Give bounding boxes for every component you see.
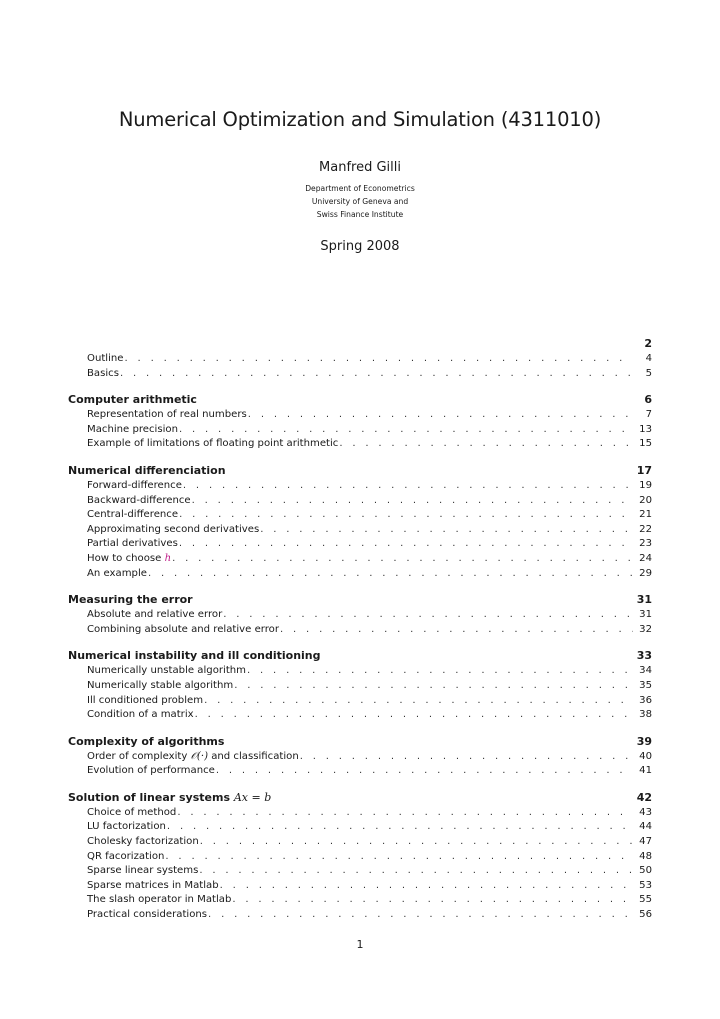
toc-entry[interactable] xyxy=(68,352,652,367)
toc-entry[interactable] xyxy=(68,694,652,709)
toc-entry-label: Representation of real numbers xyxy=(87,409,247,421)
toc-section-title: Measuring the error xyxy=(68,593,193,607)
toc-entry[interactable] xyxy=(68,864,652,879)
toc-entry-label: Ill conditioned problem xyxy=(87,694,204,706)
toc-entry[interactable] xyxy=(68,764,652,779)
toc-dot-leader xyxy=(216,764,633,779)
table-of-contents xyxy=(68,336,652,934)
toc-section-page: 42 xyxy=(636,790,652,804)
toc-entry-label: Forward-difference xyxy=(87,479,182,491)
affiliation-line: Swiss Finance Institute xyxy=(316,210,404,219)
affiliation xyxy=(0,182,720,221)
toc-entry-page: 24 xyxy=(639,552,652,564)
author-name: Manfred Gilli xyxy=(319,160,401,175)
toc-section-page: 31 xyxy=(636,593,652,607)
toc-dot-leader xyxy=(208,908,633,923)
toc-dot-leader xyxy=(232,893,633,908)
toc-entry[interactable] xyxy=(68,908,652,923)
toc-entry-page: 56 xyxy=(639,909,652,921)
math-symbol-big-o: 𝒪(·) xyxy=(190,750,209,762)
toc-entry-label: Sparse linear systems xyxy=(87,865,199,877)
toc-dot-leader xyxy=(120,367,633,382)
toc-entry-label: Approximating second derivatives xyxy=(87,523,260,535)
toc-entry[interactable] xyxy=(68,537,652,552)
toc-entry[interactable] xyxy=(68,367,652,382)
toc-entry[interactable] xyxy=(68,708,652,723)
toc-dot-leader xyxy=(125,352,633,367)
toc-dot-leader xyxy=(195,708,633,723)
toc-entry-page: 50 xyxy=(639,865,652,877)
toc-section-heading[interactable] xyxy=(68,463,652,479)
toc-entry-page: 15 xyxy=(639,438,652,450)
toc-dot-leader xyxy=(179,508,633,523)
toc-entry-page: 55 xyxy=(639,894,652,906)
toc-entry[interactable] xyxy=(68,608,652,623)
toc-entry-label: Basics xyxy=(87,367,119,379)
toc-entry-label: Numerically stable algorithm xyxy=(87,679,234,691)
toc-entry-label: Machine precision xyxy=(87,423,178,435)
toc-entry[interactable] xyxy=(68,423,652,438)
toc-entry-label: Cholesky factorization xyxy=(87,836,199,848)
toc-entry-page: 5 xyxy=(645,367,652,379)
toc-dot-leader xyxy=(200,835,633,850)
toc-entry-page: 53 xyxy=(639,879,652,891)
toc-section-title: Numerical differenciation xyxy=(68,463,226,477)
toc-entry-label: How to choose xyxy=(87,552,162,564)
toc-entry-label: Choice of method xyxy=(87,806,177,818)
toc-entry-page: 20 xyxy=(639,494,652,506)
toc-entry[interactable] xyxy=(68,750,652,765)
toc-entry[interactable] xyxy=(68,494,652,509)
toc-section-page: 6 xyxy=(644,393,652,407)
math-equation: Ax = b xyxy=(233,790,272,804)
toc-entry-page: 22 xyxy=(639,523,652,535)
toc-entry-label: An example xyxy=(87,567,147,579)
toc-dot-leader xyxy=(220,879,633,894)
math-symbol-h: h xyxy=(164,552,172,564)
toc-entry-label-wrap xyxy=(87,750,299,765)
toc-entry-page: 29 xyxy=(639,567,652,579)
toc-entry-page: 43 xyxy=(639,806,652,818)
toc-section-page: 17 xyxy=(636,463,652,477)
toc-entry-page: 38 xyxy=(639,709,652,721)
toc-entry-label: Order of complexity xyxy=(87,750,191,762)
toc-dot-leader xyxy=(167,820,633,835)
toc-entry-label: Partial derivatives xyxy=(87,538,178,550)
toc-entry-label: Combining absolute and relative error xyxy=(87,623,280,635)
toc-dot-leader xyxy=(260,523,633,538)
toc-section-title-wrap xyxy=(68,790,271,806)
toc-entry-label: Example of limitations of floating point arithmetic xyxy=(87,438,339,450)
toc-section-instability xyxy=(68,648,652,722)
toc-entry[interactable] xyxy=(68,850,652,865)
toc-section-title: Complexity of algorithms xyxy=(68,734,225,748)
toc-dot-leader xyxy=(247,664,633,679)
toc-entry-label: Condition of a matrix xyxy=(87,709,194,721)
toc-entry[interactable] xyxy=(68,479,652,494)
toc-entry[interactable] xyxy=(68,820,652,835)
toc-entry-page: 40 xyxy=(639,750,652,762)
document-title: Numerical Optimization and Simulation (4311010) xyxy=(118,108,602,131)
toc-section-heading[interactable] xyxy=(68,592,652,608)
toc-entry-label: QR facorization xyxy=(87,850,165,862)
toc-entry-label: Outline xyxy=(87,353,124,364)
toc-entry-page: 21 xyxy=(639,509,652,521)
toc-entry[interactable] xyxy=(68,408,652,423)
toc-section-numerical-differenciation xyxy=(68,463,652,581)
toc-entry-page: 36 xyxy=(639,694,652,706)
toc-entry[interactable] xyxy=(68,437,652,452)
toc-entry[interactable] xyxy=(68,679,652,694)
toc-entry-label: Absolute and relative error xyxy=(87,609,223,621)
title-block xyxy=(0,108,720,254)
toc-entry-page: 4 xyxy=(645,353,652,364)
toc-dot-leader xyxy=(179,423,633,438)
page-number: 1 xyxy=(356,938,364,951)
toc-section-complexity xyxy=(68,734,652,779)
toc-entry-page: 41 xyxy=(639,765,652,777)
toc-section-intro xyxy=(68,336,652,381)
toc-entry-label: The slash operator in Matlab xyxy=(87,894,232,906)
toc-entry[interactable] xyxy=(68,523,652,538)
toc-entry-page: 44 xyxy=(639,821,652,833)
toc-entry-label: Numerically unstable algorithm xyxy=(87,665,247,677)
toc-entry[interactable] xyxy=(68,623,652,638)
toc-section-computer-arithmetic xyxy=(68,392,652,452)
toc-section-page: 2 xyxy=(644,337,652,350)
document-date: Spring 2008 xyxy=(320,239,400,254)
toc-entry[interactable] xyxy=(68,835,652,850)
toc-dot-leader xyxy=(192,494,633,509)
toc-dot-leader xyxy=(177,806,633,821)
toc-dot-leader xyxy=(199,864,633,879)
toc-section-linear-systems xyxy=(68,790,652,923)
toc-section-page: 33 xyxy=(636,649,652,663)
toc-entry[interactable] xyxy=(68,664,652,679)
toc-entry-page: 32 xyxy=(639,623,652,635)
toc-section-title: Numerical instability and ill conditioning xyxy=(68,649,321,663)
toc-dot-leader xyxy=(148,567,633,582)
toc-section-heading[interactable] xyxy=(68,734,652,750)
toc-dot-leader xyxy=(165,850,633,865)
toc-section-title: Computer arithmetic xyxy=(68,393,197,407)
toc-section-heading[interactable] xyxy=(68,648,652,664)
toc-section-heading[interactable] xyxy=(68,392,652,408)
toc-dot-leader xyxy=(172,552,633,567)
toc-entry[interactable] xyxy=(68,893,652,908)
toc-entry-page: 7 xyxy=(645,409,652,421)
toc-entry[interactable] xyxy=(68,567,652,582)
toc-entry-page: 34 xyxy=(639,665,652,677)
toc-entry-page: 48 xyxy=(639,850,652,862)
toc-entry-page: 35 xyxy=(639,679,652,691)
toc-entry[interactable] xyxy=(68,879,652,894)
toc-entry-page: 47 xyxy=(639,836,652,848)
affiliation-line: Department of Econometrics xyxy=(305,184,415,193)
toc-dot-leader xyxy=(234,679,633,694)
toc-dot-leader xyxy=(280,623,633,638)
toc-entry-page: 23 xyxy=(639,538,652,550)
toc-dot-leader xyxy=(179,537,633,552)
toc-section-page: 39 xyxy=(636,734,652,748)
toc-entry-label: Practical considerations xyxy=(87,909,208,921)
toc-entry-label: Sparse matrices in Matlab xyxy=(87,879,219,891)
affiliation-line: University of Geneva and xyxy=(311,197,409,206)
toc-entry-label: Evolution of performance xyxy=(87,765,215,777)
toc-entry[interactable] xyxy=(68,806,652,821)
toc-entry-label: Backward-difference xyxy=(87,494,191,506)
toc-section-heading[interactable] xyxy=(68,336,652,352)
toc-section-measuring-error xyxy=(68,592,652,637)
toc-entry-label: LU factorization xyxy=(87,821,166,833)
toc-entry-page: 13 xyxy=(639,423,652,435)
toc-entry[interactable] xyxy=(68,552,652,567)
toc-entry[interactable] xyxy=(68,508,652,523)
toc-entry-page: 19 xyxy=(639,479,652,491)
toc-entry-label-wrap xyxy=(87,552,171,567)
toc-entry-label: Central-difference xyxy=(87,509,179,521)
toc-dot-leader xyxy=(183,479,633,494)
toc-dot-leader xyxy=(300,750,633,765)
toc-dot-leader xyxy=(223,608,633,623)
toc-section-heading[interactable] xyxy=(68,790,652,806)
toc-entry-label: and classification xyxy=(208,750,299,762)
toc-dot-leader xyxy=(204,694,633,709)
toc-entry-page: 31 xyxy=(639,609,652,621)
toc-dot-leader xyxy=(339,437,633,452)
toc-dot-leader xyxy=(248,408,633,423)
toc-section-title: Solution of linear systems xyxy=(68,790,231,804)
